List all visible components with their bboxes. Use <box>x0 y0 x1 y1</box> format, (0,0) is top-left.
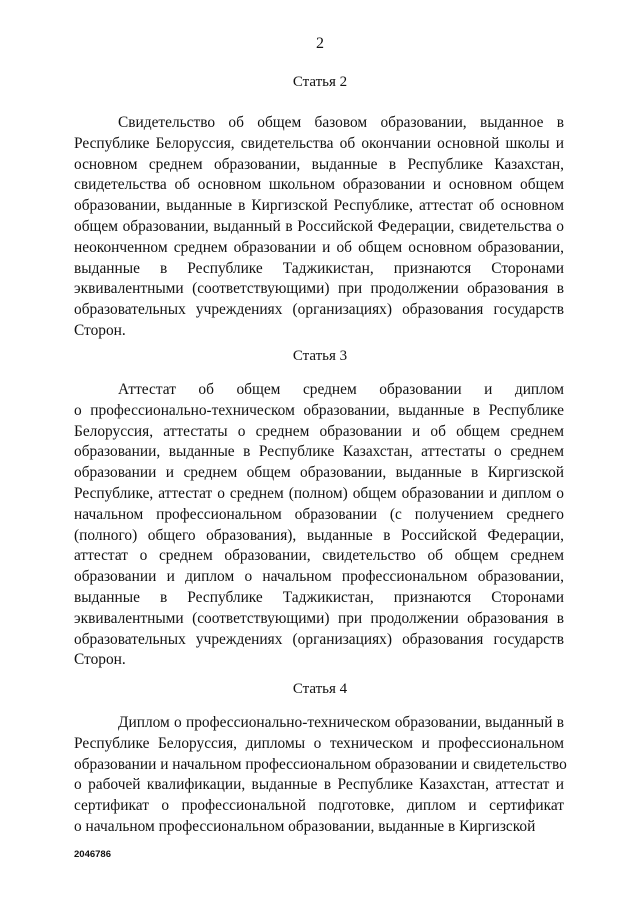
paragraph-line: образовательных учреждениях (организациях) образования государств <box>74 301 564 319</box>
paragraph-line: о начальном профессиональном образовании, выданные в Киргизской <box>74 817 536 835</box>
paragraph-line: образовательных учреждениях (организациях) образования государств <box>74 630 564 648</box>
paragraph-line: Сторон. <box>74 321 126 339</box>
paragraph-line: начальном профессиональном образовании (с получением среднего <box>74 505 564 523</box>
document-code: 2046786 <box>74 849 111 860</box>
paragraph-line: выданные в Республике Таджикистан, признаются Сторонами <box>74 259 564 277</box>
paragraph-line: эквивалентными (соответствующими) при продолжении образования в <box>74 280 564 298</box>
paragraph-line: выданные в Республике Таджикистан, признаются Сторонами <box>74 588 564 606</box>
paragraph-line: о рабочей квалификации, выданные в Республике Казахстан, аттестат и <box>74 776 564 794</box>
paragraph-line: Республике Белоруссия, свидетельства об окончании основной школы и <box>74 134 564 152</box>
article-4-title: Статья 4 <box>292 681 348 697</box>
article-4-body <box>74 713 567 838</box>
paragraph-line: образовании и диплом о начальном профессиональном образовании, <box>74 568 564 586</box>
paragraph-line: Диплом о профессионально-техническом образовании, выданный в <box>118 714 564 731</box>
paragraph-line: Свидетельство об общем базовом образовании, выданное в <box>118 114 564 131</box>
paragraph-line: о профессионально-техническом образовании, выданные в Республике <box>74 401 564 419</box>
paragraph-line: образовании, выданные в Киргизской Республике, аттестат об основном <box>74 197 564 215</box>
paragraph-line: общем образовании, выданный в Российской Федерации, свидетельства о <box>74 217 564 235</box>
paragraph-line: свидетельства об основном школьном образовании и основном общем <box>74 176 564 194</box>
paragraph-line: Республике Белоруссия, дипломы о техническом и профессиональном <box>74 734 564 752</box>
paragraph-line: Республике, аттестат о среднем (полном) общем образовании и диплом о <box>74 484 564 502</box>
paragraph-line: Белоруссия, аттестаты о среднем образовании и об общем среднем <box>74 422 564 440</box>
article-2-title: Статья 2 <box>292 74 348 90</box>
paragraph-line: образовании и начальном профессиональном образовании и свидетельство <box>74 755 567 773</box>
paragraph-line: (полного) общего образования), выданные в Российской Федерации, <box>74 526 564 544</box>
article-2-body <box>74 113 564 342</box>
paragraph-line: основном среднем образовании, выданные в Республике Казахстан, <box>74 155 564 173</box>
paragraph-line: Сторон. <box>74 651 126 669</box>
paragraph-line: образовании и среднем общем образовании, выданные в Киргизской <box>74 464 564 482</box>
paragraph-line: неоконченном среднем образовании и об общем основном образовании, <box>74 238 564 256</box>
paragraph-line: аттестат о среднем образовании, свидетельство об общем среднем <box>74 547 564 565</box>
paragraph-line: эквивалентными (соответствующими) при продолжении образования в <box>74 609 564 627</box>
paragraph-line: образовании, выданные в Республике Казахстан, аттестаты о среднем <box>74 443 564 461</box>
page-number: 2 <box>316 35 324 52</box>
article-3-body <box>74 380 564 671</box>
paragraph-line: сертификат о профессиональной подготовке, диплом и сертификат <box>74 797 564 815</box>
article-3-title: Статья 3 <box>292 348 348 364</box>
paragraph-line: Аттестат об общем среднем образовании и диплом <box>118 381 564 398</box>
